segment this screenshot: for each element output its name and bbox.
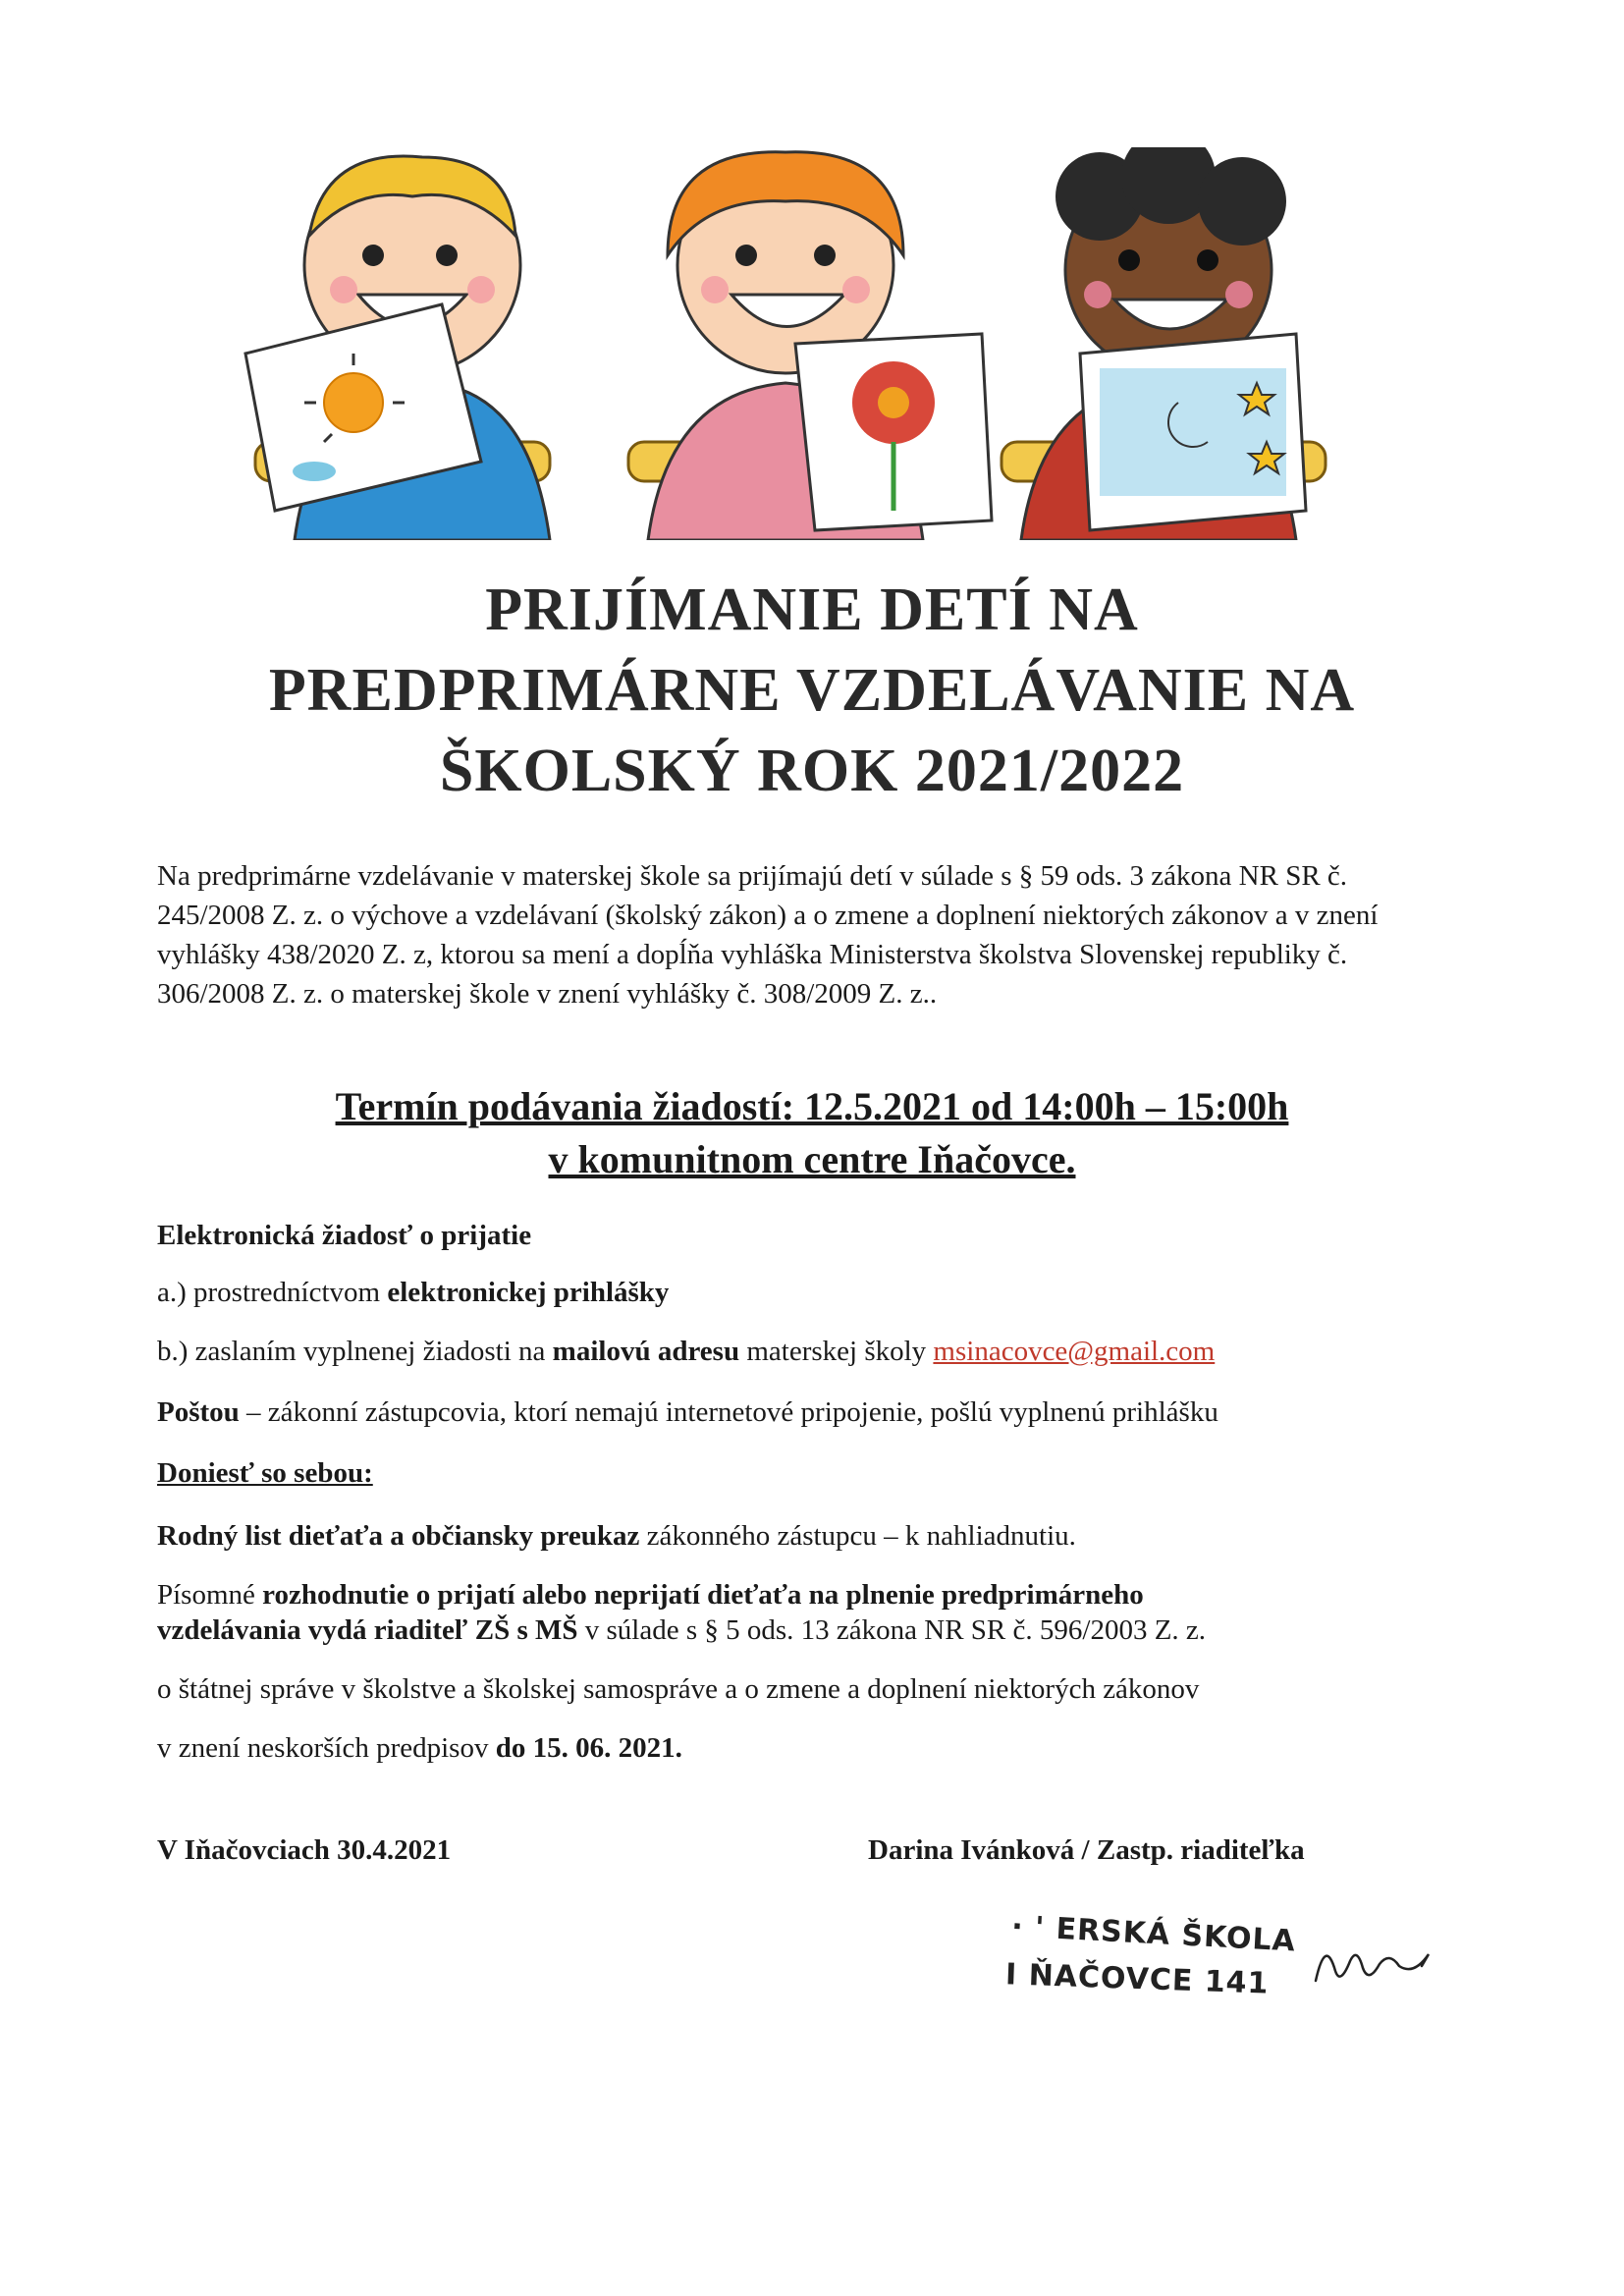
- bring-text: zákonného zástupcu – k nahliadnutiu.: [639, 1520, 1076, 1552]
- bring-line: [157, 1516, 1473, 1556]
- bring-heading: Doniesť so sebou:: [157, 1457, 373, 1489]
- decision-l2-bold: vzdelávania vydá riaditeľ ZŠ s MŠ: [157, 1614, 578, 1646]
- decision-line-1: [157, 1575, 1473, 1614]
- handwritten-signature: [1306, 1927, 1443, 1995]
- title-line-2: PREDPRIMÁRNE VZDELÁVANIE NA: [268, 657, 1356, 724]
- post-line: [157, 1393, 1473, 1432]
- bring-bold: Rodný list dieťaťa a občiansky preukaz: [157, 1520, 640, 1552]
- electronic-option-a: [157, 1273, 1473, 1312]
- deadline-line-2: v komunitnom centre Iňačovce.: [548, 1137, 1076, 1181]
- decision-l1-bold: rozhodnutie o prijatí alebo neprijatí dieťaťa na plnenie predprimárneho: [262, 1579, 1144, 1611]
- decision-l4-bold: do 15. 06. 2021.: [495, 1732, 682, 1764]
- electronic-heading: Elektronická žiadosť o prijatie: [157, 1220, 532, 1251]
- option-b-middle: materskej školy: [739, 1336, 934, 1367]
- decision-l2-text: v súlade s § 5 ods. 13 zákona NR SR č. 596/2003 Z. z.: [577, 1614, 1207, 1646]
- stamp-line-2: I ŇAČOVCE 141: [1004, 1957, 1270, 2001]
- signatory: Darina Ivánková / Zastp. riaditeľka: [868, 1834, 1305, 1866]
- option-b-bold: mailovú adresu: [552, 1336, 740, 1367]
- intro-paragraph: Na predprimárne vzdelávanie v materskej škole sa prijímajú detí v súlade s § 59 ods. 3 zákona NR SR č. 245/2008 Z. z. o výchove a vzdelávaní (školský zákon) a o zmene a doplnení niektorých zákonov a v znení vyhlášky 438/2020 Z. z, ktorou sa mení a dopĺňa vyhláška Ministerstva školstva Slovenskej republiky č. 306/2008 Z. z. o materskej škole v znení vyhlášky č. 308/2009 Z. z..: [157, 860, 1379, 1010]
- option-b-prefix: b.) zaslaním vyplnenej žiadosti na: [157, 1336, 553, 1367]
- place-date: V Iňačovciach 30.4.2021: [157, 1834, 452, 1866]
- decision-line-4: [157, 1728, 1473, 1768]
- page-title: [98, 570, 1526, 811]
- decision-line-2: [157, 1611, 1473, 1650]
- deadline-block: [98, 1080, 1526, 1186]
- decision-line-3: o štátnej správe v školstve a školskej samospráve a o zmene a doplnení niektorých zákonov: [157, 1673, 1200, 1705]
- school-stamp: [992, 1909, 1297, 2025]
- email-link[interactable]: msinacovce@gmail.com: [933, 1336, 1216, 1367]
- deadline-line-1: Termín podávania žiadostí: 12.5.2021 od 14:00h – 15:00h: [335, 1084, 1289, 1128]
- post-text: – zákonní zástupcovia, ktorí nemajú internetové pripojenie, pošlú vyplnenú prihlášku: [239, 1396, 1218, 1428]
- stamp-line-1: · ' ERSKÁ ŠKOLA: [1010, 1909, 1297, 1959]
- option-a-bold: elektronickej prihlášky: [387, 1277, 670, 1308]
- title-line-3: ŠKOLSKÝ ROK 2021/2022: [439, 738, 1185, 804]
- decision-l4-text: v znení neskorších predpisov: [157, 1732, 496, 1764]
- children-illustration: [236, 147, 1355, 540]
- title-line-1: PRIJÍMANIE DETÍ NA: [485, 576, 1139, 643]
- option-a-prefix: a.) prostredníctvom: [157, 1277, 388, 1308]
- post-bold: Poštou: [157, 1396, 240, 1428]
- electronic-option-b: [157, 1332, 1473, 1371]
- decision-l1-prefix: Písomné: [157, 1579, 263, 1611]
